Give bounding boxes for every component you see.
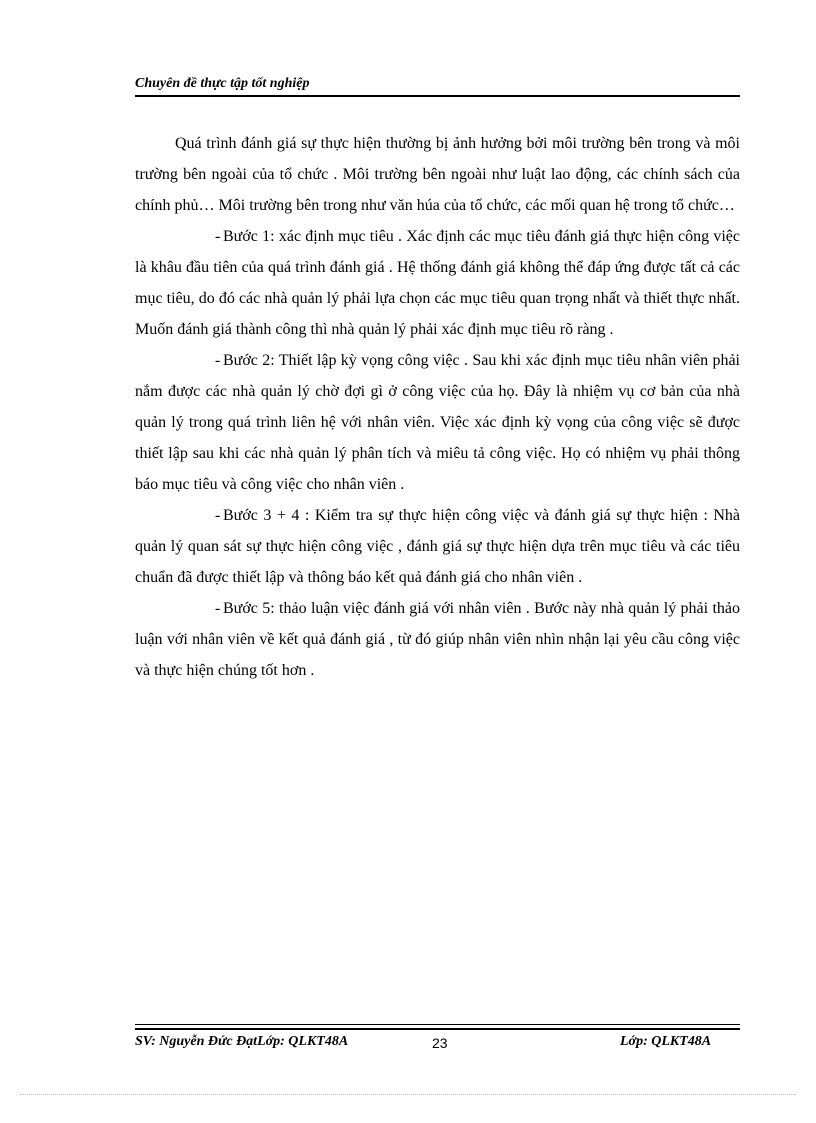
footer-student-info: SV: Nguyễn Đức ĐạtLớp: QLKT48A <box>135 1034 349 1049</box>
header-title: Chuyên đề thực tập tốt nghiệp <box>135 76 310 91</box>
header-divider <box>135 95 740 97</box>
step-5-text: Bước 5: thảo luận việc đánh giá với nhân viên . Bước này nhà quản lý phải thảo luận với nhân viên về kết quả đánh giá , từ đó giúp nhân viên nhìn nhận lại yêu cầu công việc và thực hiện chúng tốt hơn . <box>135 600 740 679</box>
bullet-dash: - <box>215 600 221 617</box>
step-5-paragraph <box>135 593 740 686</box>
footer-divider-thin <box>135 1024 740 1025</box>
step-2-paragraph <box>135 345 740 500</box>
step-2-text: Bước 2: Thiết lập kỳ vọng công việc . Sau khi xác định mục tiêu nhân viên phải nắm được các nhà quản lý chờ đợi gì ở công việc của họ. Đây là nhiệm vụ cơ bản của nhà quản lý trong quá trình liên hệ với nhân viên. Việc xác định kỳ vọng của công việc sẽ được thiết lập sau khi các nhà quản lý phân tích và miêu tả công việc. Họ có nhiệm vụ phải thông báo mục tiêu và công việc cho nhân viên . <box>135 352 740 493</box>
intro-paragraph: Quá trình đánh giá sự thực hiện thường bị ảnh hưởng bởi môi trường bên trong và môi trường bên ngoài của tổ chức . Môi trường bên ngoài như luật lao động, các chính sách của chính phủ… Môi trường bên trong như văn húa của tổ chức, các mối quan hệ trong tổ chức… <box>135 135 740 214</box>
bullet-dash: - <box>215 228 221 245</box>
step-3-4-text: Bước 3 + 4 : Kiểm tra sự thực hiện công việc và đánh giá sự thực hiện : Nhà quản lý quan sát sự thực hiện công việc , đánh giá sự thực hiện dựa trên mục tiêu và các tiêu chuẩn đã được thiết lập và thông báo kết quả đánh giá cho nhân viên . <box>135 507 740 586</box>
page-number: 23 <box>432 1035 448 1051</box>
page-bottom-dotted-border <box>20 1094 796 1095</box>
step-3-4-paragraph <box>135 500 740 593</box>
footer-class-info: Lớp: QLKT48A <box>620 1034 712 1049</box>
bullet-dash: - <box>215 352 221 369</box>
footer-divider-thick <box>135 1028 740 1030</box>
step-1-text: Bước 1: xác định mục tiêu . Xác định các mục tiêu đánh giá thực hiện công việc là khâu đầu tiên của quá trình đánh giá . Hệ thống đánh giá không thể đáp ứng được tất cả các mục tiêu, do đó các nhà quản lý phải lựa chọn các mục tiêu quan trọng nhất và thiết thực nhất. Muốn đánh giá thành công thì nhà quản lý phải xác định mục tiêu rõ ràng . <box>135 228 740 338</box>
step-1-paragraph <box>135 221 740 345</box>
bullet-dash: - <box>215 507 221 524</box>
document-body <box>135 128 740 686</box>
